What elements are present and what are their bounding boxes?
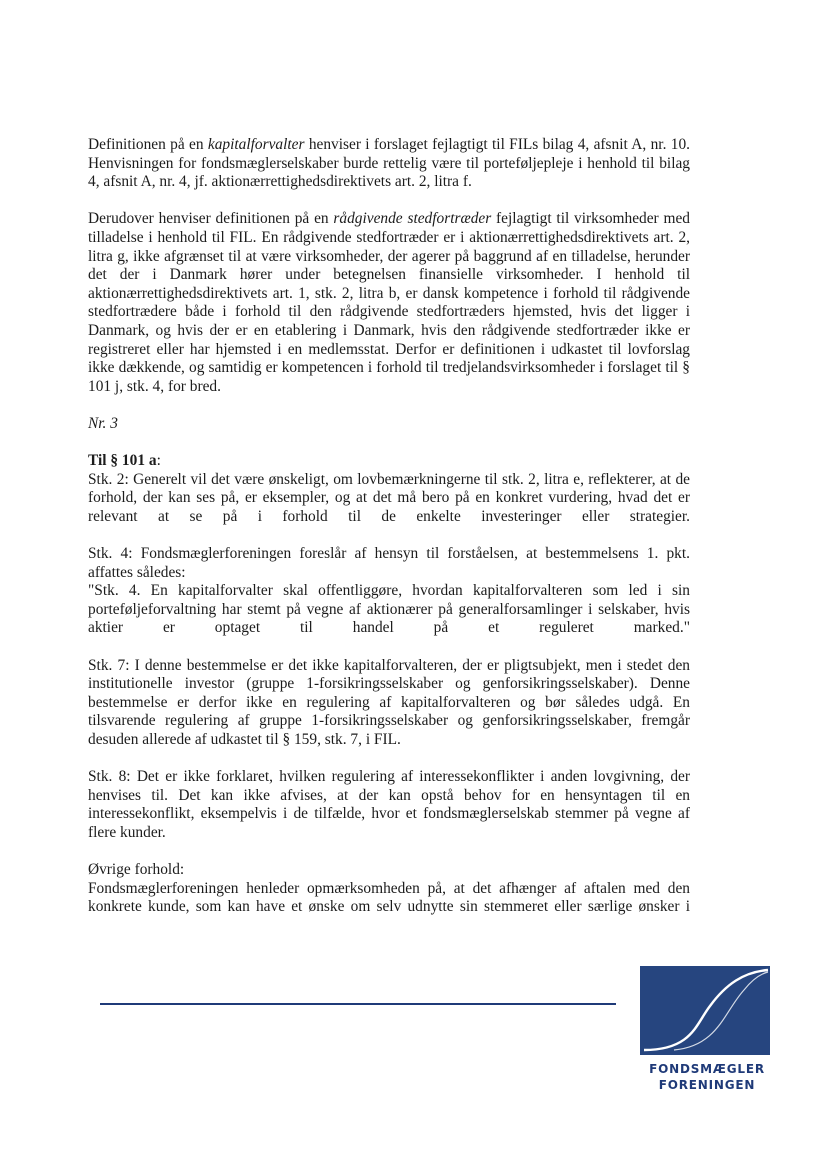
logo-text-line2: FORENINGEN [658, 1078, 756, 1092]
logo-emblem [640, 966, 770, 1055]
section-heading [88, 452, 690, 471]
ovrige-heading: Øvrige forhold: [88, 861, 185, 879]
paragraph-stk8: Stk. 8: Det er ikke forklaret, hvilken regulering af interessekonflikter i anden lovgivning, der henvises til. Det kan ikke afvises, at der kan opstå behov for en hensyntagen til en interessekonflikt, eksempelvis i de tilfælde, hvor et fondsmæglerselskab stemmer på vegne af flere kunder. [88, 768, 690, 841]
text: Derudover henviser definitionen på en [88, 210, 334, 228]
paragraph-stk4-intro: Stk. 4: Fondsmæglerforeningen foreslår af hensyn til forståelsen, at bestemmelsens 1. pkt. affattes således: [88, 545, 690, 581]
paragraph-stk2: Stk. 2: Generelt vil det være ønskeligt, om lovbemærkningerne til stk. 2, litra e, reflekterer, at de forhold, der kan ses på, er eksempler, og at det må bero på en konkret vurdering, hvad det er relevant at se på i forhold til de enkelte investeringer eller strategier. [88, 470, 690, 525]
logo-wave-icon [640, 966, 770, 1055]
paragraph-stk7: Stk. 7: I denne bestemmelse er det ikke kapitalforvalteren, der er pligtsubjekt, men i stedet den institutionelle investor (gruppe 1-forsikringsselskaber og genforsikringsselskaber). Denne bestemmelse er derfor ikke en regulering af kapitalforvalteren og bør således udgå. En tilsvarende regulering af gruppe 1-forsikringsselskaber og genforsikringsselskaber, fremgår desuden allerede af udkastet til § 159, stk. 7, i FIL. [88, 656, 690, 748]
paragraph-ovrige: Fondsmæglerforeningen henleder opmærksomheden på, at det afhænger af aftalen med den konkrete kunde, som kan have et ønske om selv udnytte sin stemmeret eller særlige ønsker i [88, 879, 690, 916]
paragraph-stk4-quote: "Stk. 4. En kapitalforvalter skal offentliggøre, hvordan kapitalforvalteren som led i sin porteføljeforvaltning har stemt på vegne af aktionærer på generalforsamlinger i selskaber, hvis aktier er optaget til handel på et reguleret marked." [88, 582, 690, 637]
footer-divider [100, 1003, 616, 1005]
text: Definitionen på en [88, 136, 208, 153]
paragraph-raadgivende-stedfortraeder [88, 210, 690, 396]
fondsmaeglerforeningen-logo [640, 966, 774, 1096]
section-number: Nr. 3 [88, 414, 118, 432]
body-text [88, 136, 690, 917]
heading-text: Til § 101 a [88, 452, 157, 470]
text: fejlagtigt til virksomheder med tilladelse i henhold til FIL. En rådgivende stedfortræder er i aktionærrettighedsdirektivets art. 2, litra g, ikke afgrænset til at være virksomheder, der agerer på baggrund af en tilladelse, herunder det der i Danmark hører under betegnelsen finansielle virksomheder. I henhold til aktionærrettighedsdirektivets art. 1, stk. 2, litra b, er dansk kompetence i forhold til rådgivende stedfortrædere både i forhold til den rådgivende stedfortræders hjemsted, hvis det ligger i Danmark, og hvis der er en etablering i Danmark, hvis den rådgivende stedfortræder ikke er registreret eller har hjemsted i en medlemsstat. Derfor er definitionen i udkastet til lovforslag ikke dækkende, og samtidig er kompetencen i forhold til tredjelandsvirksomheder i forslaget til § 101 j, stk. 4, for bred. [88, 210, 690, 395]
heading-colon: : [156, 452, 161, 470]
paragraph-kapitalforvalter-definition [88, 136, 690, 192]
text: henviser i forslaget fejlagtigt til FILs bilag 4, afsnit A, nr. 10. Henvisningen for fondsmæglerselskaber burde rettelig være til porteføljepleje i henhold til bilag 4, afsnit A, nr. 4, jf. aktionærrettighedsdirektivets art. 2, litra f. [88, 136, 690, 191]
term-raadgivende-stedfortraeder: rådgivende stedfortræder [333, 210, 492, 228]
logo-text-line1: FONDSMÆGLER [649, 1062, 765, 1076]
term-kapitalforvalter: kapitalforvalter [207, 136, 305, 153]
